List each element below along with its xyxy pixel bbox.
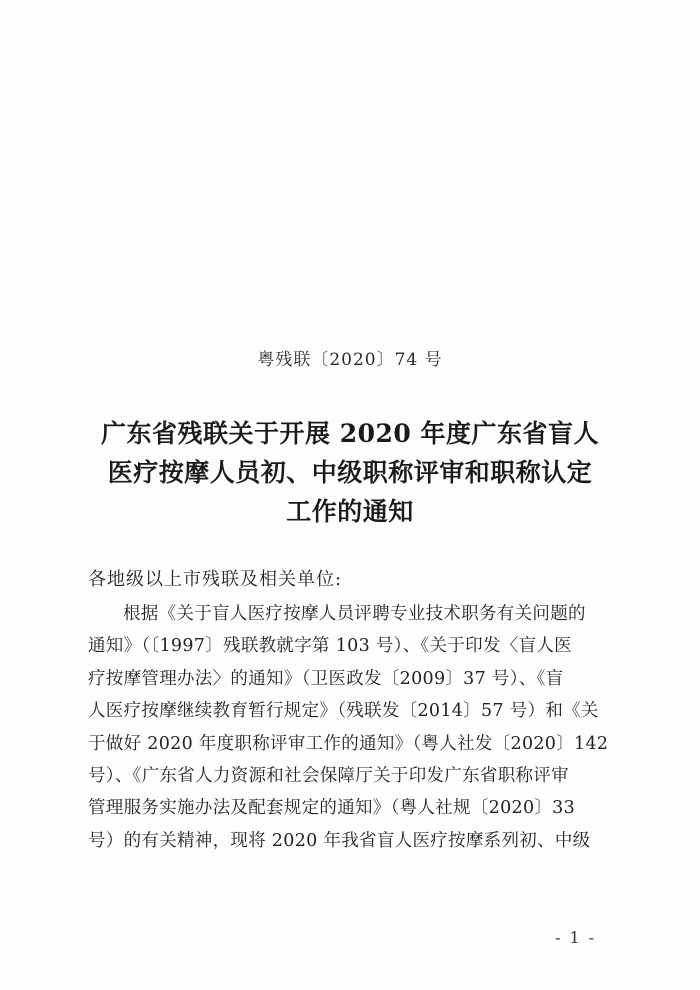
body-line: 于做好 2020 年度职称评审工作的通知》（粤人社发〔2020〕142 xyxy=(88,733,609,754)
title-line: 工作的通知 xyxy=(286,497,414,526)
body-line: 通知》（〔1997〕残联教就字第 103 号）、《关于印发〈盲人医 xyxy=(88,636,572,657)
body-line: 根据《关于盲人医疗按摩人员评聘专业技术职务有关问题的 xyxy=(123,604,586,624)
body-line: 管理服务实施办法及配套规定的通知》（粤人社规〔2020〕33 xyxy=(88,798,576,819)
body-line: 人医疗按摩继续教育暂行规定》（残联发〔2014〕57 号）和《关 xyxy=(88,701,599,722)
body-line: 疗按摩管理办法〉的通知》（卫医政发〔2009〕37 号）、《盲 xyxy=(88,668,564,689)
document-number: 粤残联〔2020〕74 号 xyxy=(257,350,443,370)
body-paragraph xyxy=(88,598,618,857)
body-line: 号）的有关精神，现将 2020 年我省盲人医疗按摩系列初、中级 xyxy=(88,830,591,851)
title-line: 广东省残联关于开展 2020 年度广东省盲人 xyxy=(101,419,599,448)
title-line: 医疗按摩人员初、中级职称评审和职称认定 xyxy=(107,458,593,487)
salutation: 各地级以上市残联及相关单位: xyxy=(88,569,343,590)
document-title xyxy=(95,414,605,531)
page-number: - 1 - xyxy=(555,928,597,947)
body-line: 号）、《广东省人力资源和社会保障厅关于印发广东省职称评审 xyxy=(88,765,569,786)
